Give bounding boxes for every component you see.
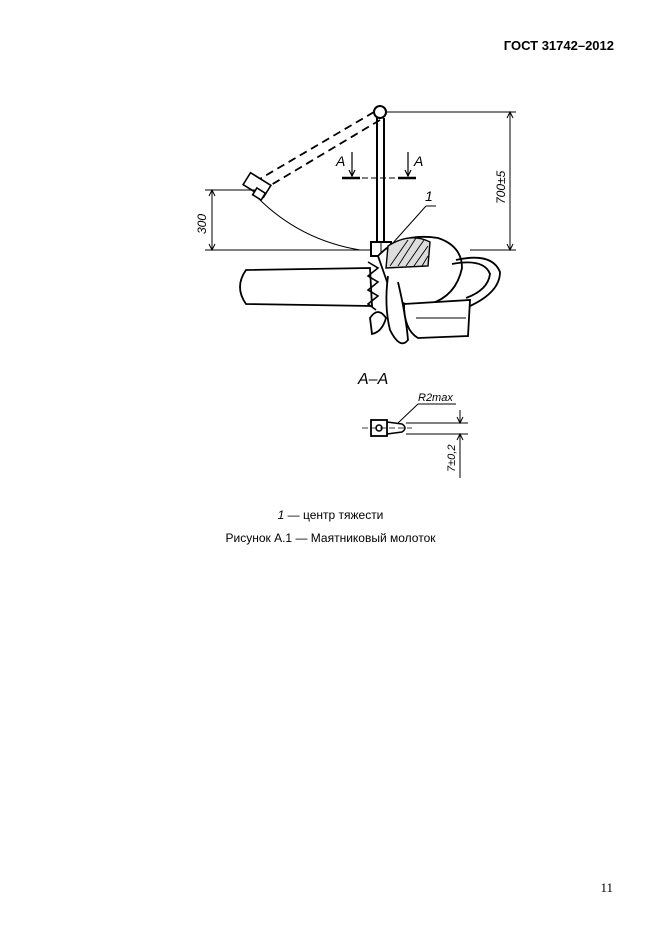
swing-arc bbox=[258, 198, 360, 250]
legend-number: 1 bbox=[277, 508, 285, 522]
radius-label: R2max bbox=[418, 392, 453, 404]
dimension-drop-label: 300 bbox=[195, 213, 209, 234]
thickness-label: 7±0,2 bbox=[446, 444, 458, 472]
dimension-drop bbox=[205, 190, 370, 250]
figure-legend bbox=[0, 508, 661, 522]
callout-number: 1 bbox=[425, 188, 433, 204]
legend-text: — центр тяжести bbox=[284, 508, 384, 522]
section-view-title: A–A bbox=[358, 371, 389, 388]
section-marker-left: A bbox=[336, 153, 346, 169]
figure-caption: Рисунок А.1 — Маятниковый молоток bbox=[225, 531, 436, 545]
section-marker-right: A bbox=[414, 153, 424, 169]
pendulum-arm bbox=[377, 118, 384, 242]
pivot-point bbox=[374, 106, 386, 118]
raised-hammer-head bbox=[243, 173, 271, 200]
dimension-height-label: 700±5 bbox=[494, 170, 508, 204]
standard-header: ГОСТ 31742–2012 bbox=[503, 38, 614, 53]
raised-arm-dashed bbox=[258, 112, 380, 188]
section-markers bbox=[342, 152, 416, 178]
page-number: 11 bbox=[600, 880, 613, 895]
